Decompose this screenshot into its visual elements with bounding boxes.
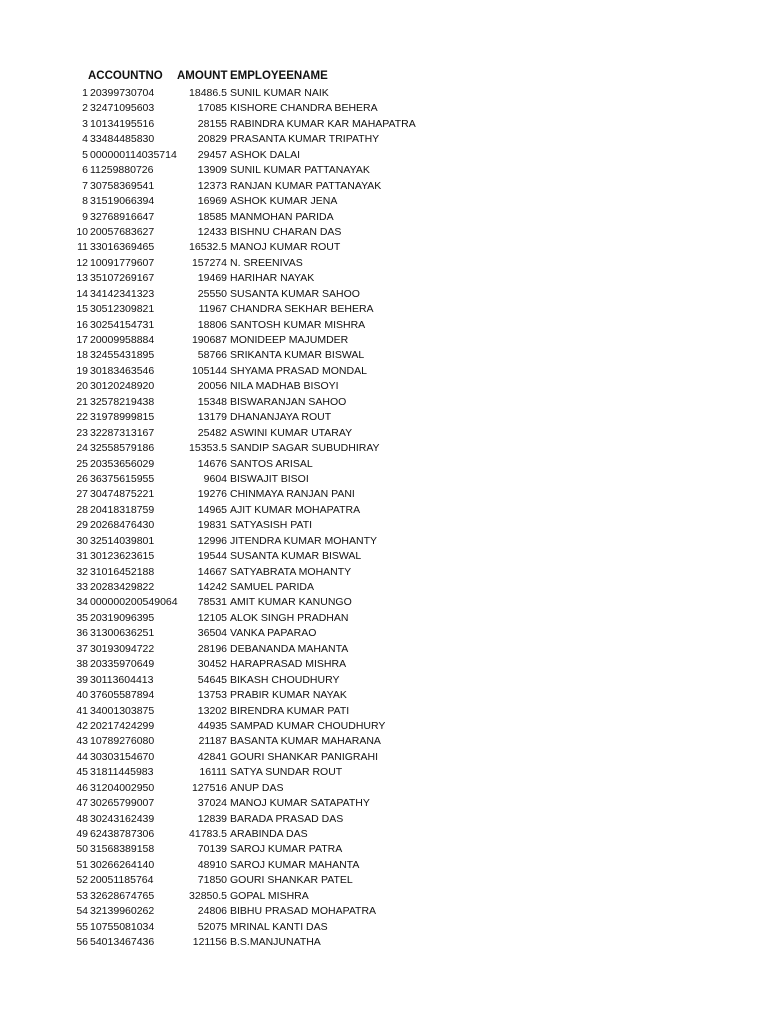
- row-number: 29: [76, 519, 88, 532]
- employee-name: HARIHAR NAYAK: [230, 272, 315, 285]
- employee-name: SANTOSH KUMAR MISHRA: [230, 318, 366, 331]
- account-number: 30183463546: [90, 364, 155, 377]
- account-number: 30123623615: [90, 550, 155, 563]
- amount-value: 19544: [197, 550, 227, 563]
- amount-value: 18806: [197, 318, 227, 331]
- table-row: [0, 348, 768, 363]
- row-number: 44: [76, 750, 88, 763]
- employee-name: ASHOK KUMAR JENA: [230, 195, 338, 208]
- employee-name: ANUP DAS: [230, 781, 284, 794]
- account-number: 33016369465: [90, 241, 155, 254]
- table-row: [0, 873, 768, 888]
- table-row: [0, 920, 768, 935]
- table-row: [0, 549, 768, 564]
- table-row: [0, 565, 768, 580]
- account-number: 10134195516: [90, 117, 155, 130]
- row-number: 4: [82, 133, 88, 146]
- amount-value: 21187: [198, 735, 227, 748]
- row-number: 26: [76, 472, 88, 485]
- employee-name: SUNIL KUMAR NAIK: [230, 87, 329, 99]
- row-number: 16: [76, 318, 88, 331]
- account-number: 31568389158: [90, 843, 155, 856]
- account-number: 32514039801: [90, 534, 155, 547]
- table-row: [0, 256, 768, 271]
- amount-value: 52075: [197, 920, 227, 933]
- table-row: [0, 673, 768, 688]
- row-number: 51: [76, 858, 88, 871]
- amount-value: 15348: [197, 395, 227, 408]
- row-number: 13: [76, 272, 88, 285]
- table-row: [0, 827, 768, 842]
- row-number: 32: [76, 565, 88, 578]
- employee-name: MRINAL KANTI DAS: [230, 920, 328, 933]
- amount-value: 9604: [203, 472, 227, 485]
- account-number: 20335970649: [90, 658, 155, 671]
- account-number: 000000200549064: [90, 596, 178, 609]
- amount-value: 70139: [197, 843, 227, 856]
- amount-value: 157274: [191, 256, 227, 269]
- row-number: 48: [76, 812, 88, 825]
- employee-name: SATYASISH PATI: [230, 519, 313, 532]
- row-number: 21: [76, 395, 88, 408]
- table-row: [0, 410, 768, 425]
- amount-value: 32850.5: [189, 889, 227, 902]
- table-row: [0, 240, 768, 255]
- amount-value: 127516: [191, 781, 227, 794]
- amount-value: 12996: [197, 534, 227, 547]
- row-number: 18: [76, 349, 88, 362]
- table-row: [0, 842, 768, 857]
- employee-name: PRASANTA KUMAR TRIPATHY: [230, 133, 380, 146]
- employee-name: MANOJ KUMAR SATAPATHY: [230, 797, 370, 810]
- table-row: [0, 132, 768, 147]
- amount-value: 20829: [197, 133, 227, 146]
- table-row: [0, 719, 768, 734]
- table-row: [0, 333, 768, 348]
- account-number: 32139960262: [90, 905, 155, 918]
- table-row: [0, 117, 768, 132]
- employee-name: SAROJ KUMAR PATRA: [230, 843, 343, 856]
- row-number: 54: [76, 905, 88, 918]
- account-number: 30303154670: [90, 750, 155, 763]
- employee-name: SATYA SUNDAR ROUT: [230, 766, 343, 779]
- row-number: 17: [76, 334, 88, 346]
- employee-table: [0, 86, 768, 951]
- employee-name: DHANANJAYA ROUT: [230, 411, 332, 424]
- row-number: 8: [82, 195, 88, 208]
- amount-value: 15353.5: [189, 442, 227, 455]
- account-number: 10789276080: [90, 735, 155, 748]
- table-row: [0, 812, 768, 827]
- amount-value: 19469: [197, 272, 227, 285]
- table-row: [0, 163, 768, 178]
- account-number: 30512309821: [90, 303, 155, 316]
- amount-value: 11967: [198, 303, 227, 316]
- table-row: [0, 688, 768, 703]
- amount-value: 24806: [197, 905, 227, 918]
- employee-name: AMIT KUMAR KANUNGO: [230, 596, 352, 609]
- amount-value: 14667: [197, 565, 227, 578]
- amount-value: 14676: [197, 457, 227, 470]
- employee-name: ALOK SINGH PRADHAN: [230, 611, 349, 624]
- amount-value: 18486.5: [189, 87, 227, 99]
- table-row: [0, 904, 768, 919]
- amount-value: 12373: [197, 179, 227, 192]
- account-number: 31300636251: [90, 627, 155, 640]
- row-number: 27: [76, 488, 88, 501]
- amount-value: 12433: [197, 225, 227, 238]
- amount-value: 14965: [197, 503, 227, 516]
- employee-name: MANMOHAN PARIDA: [230, 210, 334, 223]
- account-number: 20009958884: [90, 334, 155, 346]
- row-number: 2: [82, 102, 88, 115]
- employee-name: ASHOK DALAI: [230, 148, 301, 161]
- employee-name: MANOJ KUMAR ROUT: [230, 241, 341, 254]
- employee-name: BIKASH CHOUDHURY: [230, 673, 340, 686]
- employee-name: SATYABRATA MOHANTY: [230, 565, 352, 578]
- employee-name: BASANTA KUMAR MAHARANA: [230, 735, 381, 748]
- row-number: 9: [82, 210, 88, 223]
- row-number: 53: [76, 889, 88, 902]
- employee-name: SUNIL KUMAR PATTANAYAK: [230, 164, 370, 177]
- row-number: 19: [76, 364, 88, 377]
- amount-value: 14242: [197, 581, 227, 593]
- row-number: 1: [82, 87, 88, 99]
- amount-value: 78531: [197, 596, 227, 609]
- amount-value: 25550: [197, 287, 227, 300]
- account-number: 10091779607: [90, 256, 155, 269]
- table-row: [0, 858, 768, 873]
- row-number: 43: [76, 735, 88, 748]
- amount-value: 16111: [199, 766, 227, 779]
- header-accountno: ACCOUNTNO: [88, 70, 163, 82]
- employee-name: N. SREENIVAS: [230, 256, 303, 269]
- amount-value: 105144: [191, 364, 227, 377]
- row-number: 40: [76, 689, 88, 702]
- row-number: 35: [76, 611, 88, 624]
- row-number: 12: [76, 256, 88, 269]
- table-row: [0, 302, 768, 317]
- table-row: [0, 287, 768, 302]
- amount-value: 42841: [197, 750, 227, 763]
- row-number: 3: [82, 117, 88, 130]
- employee-name: SAROJ KUMAR MAHANTA: [230, 858, 360, 871]
- account-number: 30193094722: [90, 642, 155, 655]
- employee-name: AJIT KUMAR MOHAPATRA: [230, 503, 361, 516]
- amount-value: 18585: [197, 210, 227, 223]
- table-row: [0, 580, 768, 595]
- account-number: 33484485830: [90, 133, 155, 146]
- amount-value: 13753: [197, 689, 227, 702]
- employee-name: B.S.MANJUNATHA: [230, 936, 321, 949]
- header-employeename: EMPLOYEENAME: [230, 70, 328, 82]
- amount-value: 58766: [197, 349, 227, 362]
- account-number: 20268476430: [90, 519, 155, 532]
- amount-value: 48910: [197, 858, 227, 871]
- employee-name: RANJAN KUMAR PATTANAYAK: [230, 179, 382, 192]
- employee-name: BIBHU PRASAD MOHAPATRA: [230, 905, 377, 918]
- row-number: 33: [76, 581, 88, 593]
- amount-value: 54645: [197, 673, 227, 686]
- amount-value: 20056: [197, 380, 227, 393]
- table-row: [0, 364, 768, 379]
- row-number: 25: [76, 457, 88, 470]
- row-number: 39: [76, 673, 88, 686]
- table-row: [0, 626, 768, 641]
- employee-name: BISWAJIT BISOI: [230, 472, 309, 485]
- employee-name: GOURI SHANKAR PANIGRAHI: [230, 750, 378, 763]
- table-row: [0, 611, 768, 626]
- row-number: 11: [77, 241, 88, 254]
- row-number: 6: [82, 164, 88, 177]
- account-number: 32471095603: [90, 102, 155, 115]
- row-number: 30: [76, 534, 88, 547]
- employee-name: GOPAL MISHRA: [230, 889, 309, 902]
- account-number: 32558579186: [90, 442, 155, 455]
- account-number: 62438787306: [90, 828, 155, 840]
- account-number: 10755081034: [90, 920, 155, 933]
- row-number: 7: [82, 179, 88, 192]
- row-number: 49: [76, 828, 88, 840]
- employee-name: BIRENDRA KUMAR PATI: [230, 704, 350, 717]
- table-row: [0, 210, 768, 225]
- table-row: [0, 595, 768, 610]
- row-number: 34: [76, 596, 88, 609]
- employee-name: VANKA PAPARAO: [230, 627, 317, 640]
- table-row: [0, 781, 768, 796]
- account-number: 31204002950: [90, 781, 155, 794]
- account-number: 32578219438: [90, 395, 155, 408]
- row-number: 22: [76, 411, 88, 424]
- account-number: 31519066394: [90, 195, 155, 208]
- row-number: 47: [76, 797, 88, 810]
- account-number: 36375615955: [90, 472, 155, 485]
- account-number: 20283429822: [90, 581, 155, 593]
- table-row: [0, 503, 768, 518]
- table-row: [0, 179, 768, 194]
- account-number: 30113604413: [90, 673, 154, 686]
- employee-name: ARABINDA DAS: [230, 828, 308, 840]
- account-number: 000000114035714: [90, 148, 177, 161]
- account-number: 20057683627: [90, 225, 155, 238]
- row-number: 36: [76, 627, 88, 640]
- employee-name: DEBANANDA MAHANTA: [230, 642, 349, 655]
- table-row: [0, 379, 768, 394]
- table-row: [0, 225, 768, 240]
- account-number: 30120248920: [90, 380, 155, 393]
- row-number: 46: [76, 781, 88, 794]
- row-number: 45: [76, 766, 88, 779]
- table-row: [0, 518, 768, 533]
- amount-value: 36504: [197, 627, 227, 640]
- table-row: [0, 318, 768, 333]
- table-row: [0, 194, 768, 209]
- row-number: 31: [76, 550, 88, 563]
- employee-name: SANTOS ARISAL: [230, 457, 313, 470]
- employee-name: SRIKANTA KUMAR BISWAL: [230, 349, 365, 362]
- row-number: 15: [76, 303, 88, 316]
- row-number: 5: [82, 148, 88, 161]
- account-number: 20217424299: [90, 719, 155, 732]
- amount-value: 41783.5: [189, 828, 227, 840]
- table-row: [0, 657, 768, 672]
- employee-name: KISHORE CHANDRA BEHERA: [230, 102, 378, 115]
- row-number: 38: [76, 658, 88, 671]
- employee-name: RABINDRA KUMAR KAR MAHAPATRA: [230, 117, 416, 130]
- employee-name: SAMUEL PARIDA: [230, 581, 315, 593]
- amount-value: 25482: [197, 426, 227, 439]
- account-number: 20051185764: [90, 874, 154, 887]
- amount-value: 13909: [197, 164, 227, 177]
- row-number: 14: [76, 287, 88, 300]
- row-number: 50: [76, 843, 88, 856]
- row-number: 56: [76, 936, 88, 949]
- account-number: 31016452188: [90, 565, 155, 578]
- account-number: 30254154731: [90, 318, 155, 331]
- employee-name: ASWINI KUMAR UTARAY: [230, 426, 353, 439]
- table-row: [0, 889, 768, 904]
- account-number: 30266264140: [90, 858, 155, 871]
- row-number: 24: [76, 442, 88, 455]
- table-row: [0, 101, 768, 116]
- account-number: 31811445983: [90, 766, 154, 779]
- employee-name: BARADA PRASAD DAS: [230, 812, 344, 825]
- table-row: [0, 765, 768, 780]
- employee-name: PRABIR KUMAR NAYAK: [230, 689, 347, 702]
- table-row: [0, 472, 768, 487]
- table-row: [0, 750, 768, 765]
- row-number: 37: [76, 642, 88, 655]
- employee-name: MONIDEEP MAJUMDER: [230, 334, 349, 346]
- row-number: 55: [76, 920, 88, 933]
- employee-name: SANDIP SAGAR SUBUDHIRAY: [230, 442, 380, 455]
- employee-name: SHYAMA PRASAD MONDAL: [230, 364, 367, 377]
- row-number: 42: [76, 719, 88, 732]
- account-number: 20399730704: [90, 87, 155, 99]
- account-number: 35107269167: [90, 272, 155, 285]
- account-number: 32768916647: [90, 210, 155, 223]
- table-row: [0, 441, 768, 456]
- employee-name: BISHNU CHARAN DAS: [230, 225, 342, 238]
- amount-value: 37024: [197, 797, 227, 810]
- account-number: 34001303875: [90, 704, 155, 717]
- employee-name: SUSANTA KUMAR SAHOO: [230, 287, 360, 300]
- amount-value: 13202: [197, 704, 227, 717]
- amount-value: 30452: [197, 658, 227, 671]
- account-number: 32287313167: [90, 426, 155, 439]
- amount-value: 19831: [197, 519, 227, 532]
- amount-value: 28196: [197, 642, 227, 655]
- amount-value: 19276: [197, 488, 227, 501]
- row-number: 52: [76, 874, 88, 887]
- amount-value: 16532.5: [189, 241, 227, 254]
- amount-value: 16969: [197, 195, 227, 208]
- table-row: [0, 487, 768, 502]
- employee-name: JITENDRA KUMAR MOHANTY: [230, 534, 378, 547]
- amount-value: 12839: [197, 812, 227, 825]
- amount-value: 71850: [197, 874, 227, 887]
- account-number: 54013467436: [90, 936, 155, 949]
- amount-value: 13179: [197, 411, 227, 424]
- employee-name: HARAPRASAD MISHRA: [230, 658, 347, 671]
- header-amount: AMOUNT: [177, 70, 228, 82]
- row-number: 10: [76, 225, 88, 238]
- table-row: [0, 734, 768, 749]
- account-number: 11259880726: [90, 164, 154, 177]
- table-row: [0, 935, 768, 950]
- table-row: [0, 642, 768, 657]
- amount-value: 29457: [197, 148, 227, 161]
- account-number: 34142341323: [90, 287, 155, 300]
- table-row: [0, 457, 768, 472]
- account-number: 30758369541: [90, 179, 155, 192]
- row-number: 20: [76, 380, 88, 393]
- amount-value: 190687: [191, 334, 227, 346]
- employee-name: NILA MADHAB BISOYI: [230, 380, 339, 393]
- row-number: 41: [76, 704, 88, 717]
- account-number: 30243162439: [90, 812, 155, 825]
- employee-name: GOURI SHANKAR PATEL: [230, 874, 353, 887]
- account-number: 30265799007: [90, 797, 155, 810]
- employee-name: CHINMAYA RANJAN PANI: [230, 488, 355, 501]
- account-number: 32455431895: [90, 349, 155, 362]
- employee-name: BISWARANJAN SAHOO: [230, 395, 347, 408]
- table-row: [0, 704, 768, 719]
- row-number: 28: [76, 503, 88, 516]
- amount-value: 121156: [192, 936, 227, 949]
- table-row: [0, 796, 768, 811]
- account-number: 20353656029: [90, 457, 155, 470]
- amount-value: 12105: [197, 611, 227, 624]
- employee-name: SUSANTA KUMAR BISWAL: [230, 550, 362, 563]
- table-row: [0, 271, 768, 286]
- account-number: 20418318759: [90, 503, 155, 516]
- amount-value: 28155: [197, 117, 227, 130]
- employee-name: CHANDRA SEKHAR BEHERA: [230, 303, 374, 316]
- employee-name: SAMPAD KUMAR CHOUDHURY: [230, 719, 386, 732]
- table-row: [0, 534, 768, 549]
- account-number: 32628674765: [90, 889, 155, 902]
- table-row: [0, 86, 768, 101]
- amount-value: 44935: [197, 719, 227, 732]
- amount-value: 17085: [197, 102, 227, 115]
- table-row: [0, 426, 768, 441]
- account-number: 37605587894: [90, 689, 155, 702]
- account-number: 30474875221: [90, 488, 155, 501]
- account-number: 20319096395: [90, 611, 155, 624]
- table-row: [0, 148, 768, 163]
- account-number: 31978999815: [90, 411, 155, 424]
- row-number: 23: [76, 426, 88, 439]
- table-row: [0, 395, 768, 410]
